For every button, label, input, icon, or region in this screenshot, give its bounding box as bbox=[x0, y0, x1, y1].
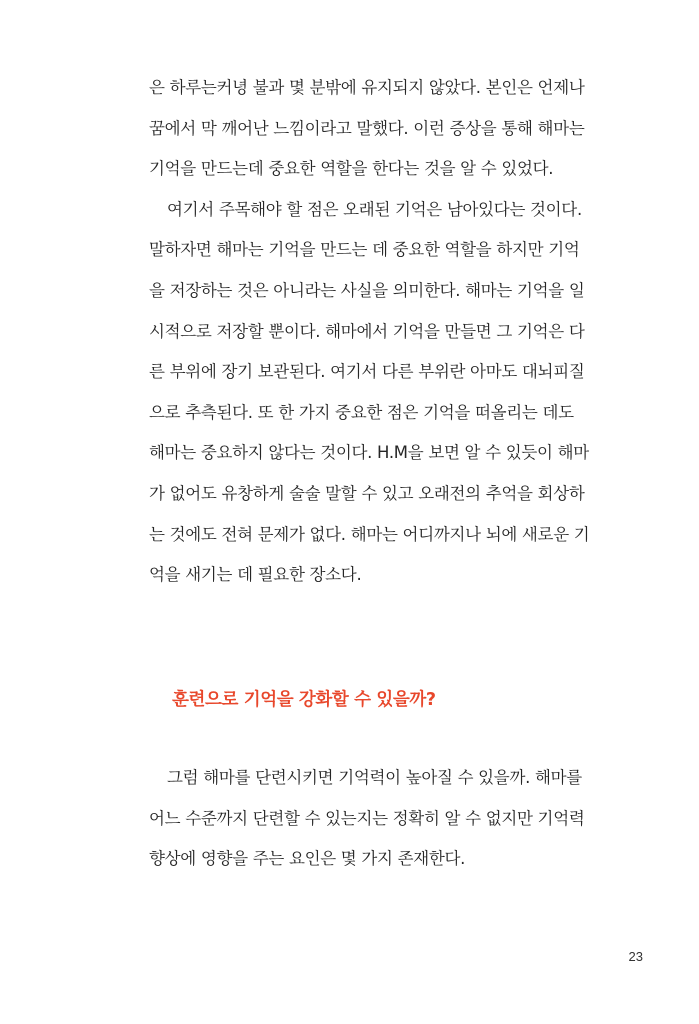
text-line: 기억을 만드는데 중요한 역할을 한다는 것을 알 수 있었다. bbox=[149, 159, 554, 179]
text-line: 으로 추측된다. 또 한 가지 중요한 점은 기억을 떠올리는 데도 bbox=[149, 402, 574, 422]
text-line: 향상에 영향을 주는 요인은 몇 가지 존재한다. bbox=[149, 849, 466, 869]
section-heading: 훈련으로 기억을 강화할 수 있을까? bbox=[172, 690, 436, 710]
text-line: 을 저장하는 것은 아니라는 사실을 의미한다. 해마는 기억을 일 bbox=[149, 280, 585, 300]
text-line: 른 부위에 장기 보관된다. 여기서 다른 부위란 아마도 대뇌피질 bbox=[149, 362, 585, 382]
text-line: 그럼 해마를 단련시키면 기억력이 높아질 수 있을까. 해마를 bbox=[167, 768, 582, 787]
text-line: 가 없어도 유창하게 술술 말할 수 있고 오래전의 추억을 회상하 bbox=[149, 483, 585, 503]
text-line: 해마는 중요하지 않다는 것이다. H.M을 보면 알 수 있듯이 해마 bbox=[149, 443, 589, 463]
paragraph-block-2 bbox=[149, 758, 619, 880]
text-line: 억을 새기는 데 필요한 장소다. bbox=[149, 565, 362, 585]
text-line: 어느 수준까지 단련할 수 있는지는 정확히 알 수 없지만 기억력 bbox=[149, 808, 585, 828]
text-line: 시적으로 저장할 뿐이다. 해마에서 기억을 만들면 그 기억은 다 bbox=[149, 321, 585, 341]
text-line: 말하자면 해마는 기억을 만드는 데 중요한 역할을 하지만 기억 bbox=[149, 240, 580, 260]
text-line: 는 것에도 전혀 문제가 없다. 해마는 어디까지나 뇌에 새로운 기 bbox=[149, 524, 590, 544]
text-line: 여기서 주목해야 할 점은 오래된 기억은 남아있다는 것이다. bbox=[167, 199, 582, 219]
text-line: 은 하루는커녕 불과 몇 분밖에 유지되지 않았다. 본인은 언제나 bbox=[149, 78, 585, 97]
page-number: 23 bbox=[628, 949, 643, 964]
text-line: 꿈에서 막 깨어난 느낌이라고 말했다. 이런 증상을 통해 해마는 bbox=[149, 118, 585, 138]
paragraph-block-1 bbox=[149, 68, 619, 596]
